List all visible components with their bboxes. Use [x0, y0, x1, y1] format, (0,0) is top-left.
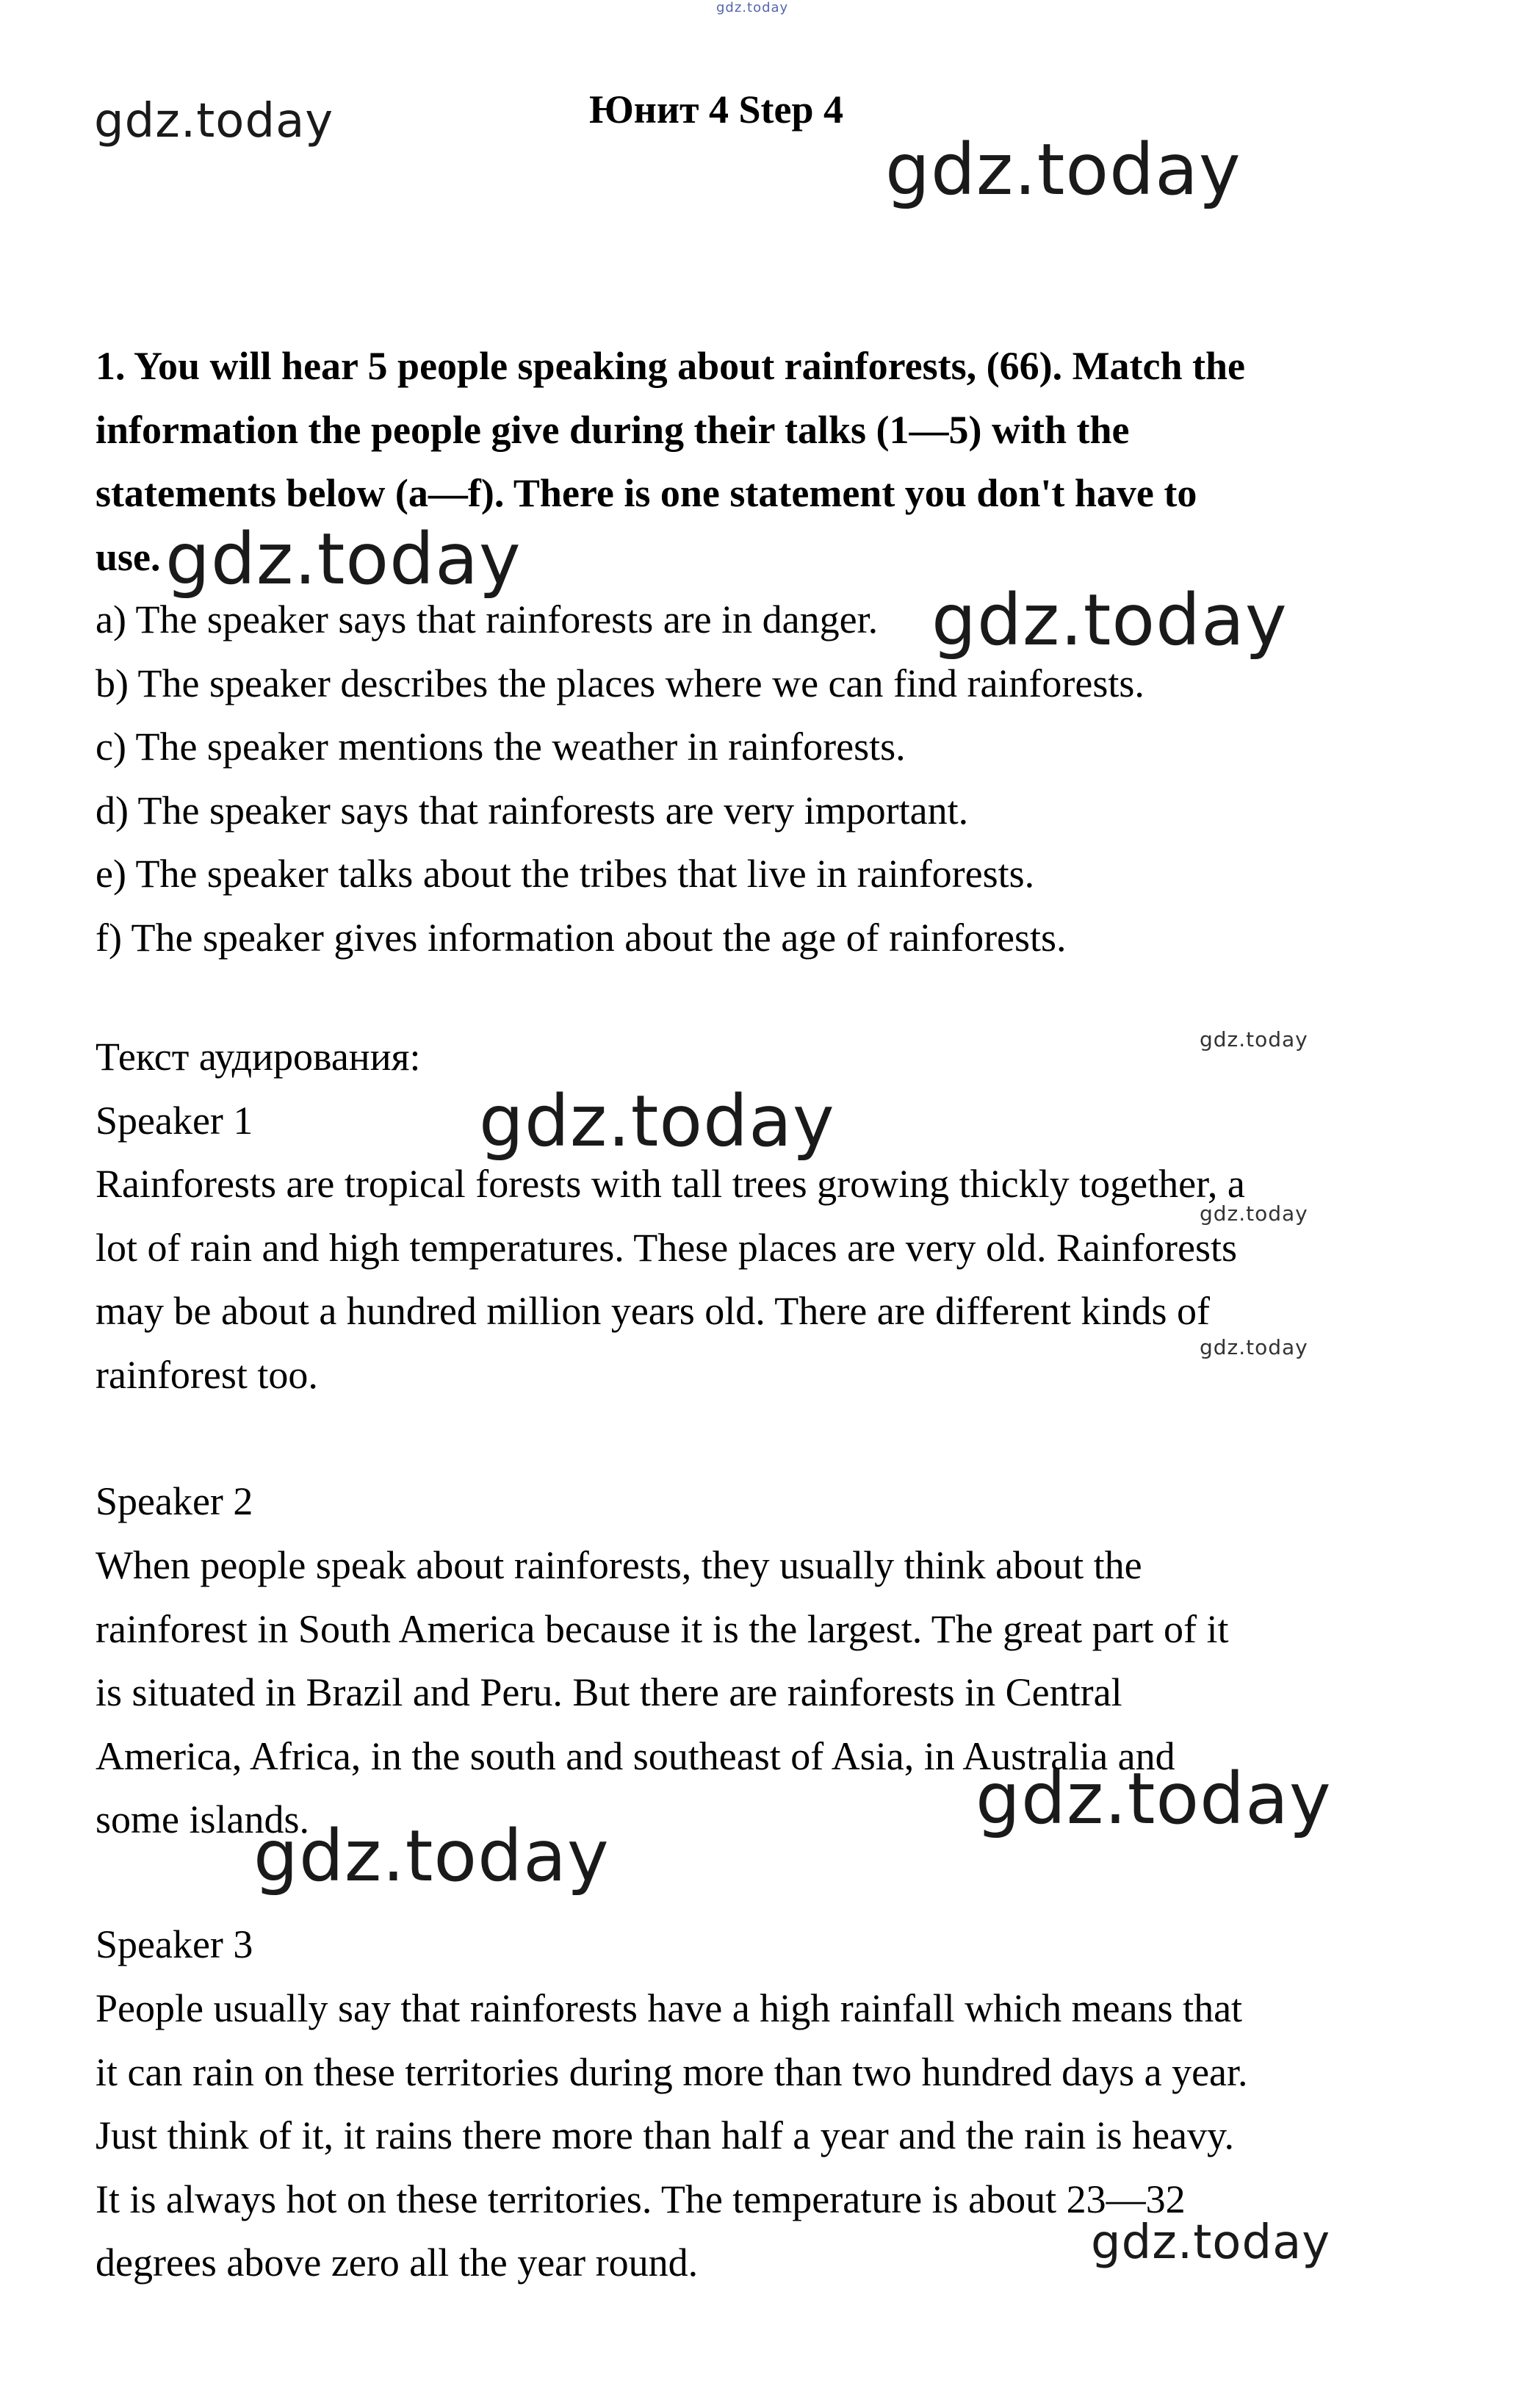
statement-item: d) The speaker says that rainforests are very important.: [95, 788, 969, 833]
speaker-line: America, Africa, in the south and southeast of Asia, in Australia and: [95, 1733, 1175, 1778]
speaker-line: may be about a hundred million years old. There are different kinds of: [95, 1289, 1211, 1333]
watermark-statements: gdz.today: [931, 579, 1288, 661]
statement-item: f) The speaker gives information about the age of rainforests.: [95, 915, 1067, 960]
speaker-line: When people speak about rainforests, they usually think about the: [95, 1543, 1142, 1587]
speaker-label: Speaker 1: [95, 1099, 253, 1143]
speaker-line: rainforest in South America because it is the largest. The great part of it: [95, 1606, 1229, 1651]
task-line: statements below (a—f). There is one statement you don't have to: [95, 471, 1197, 515]
statement-item: a) The speaker says that rainforests are in danger.: [95, 597, 879, 641]
watermark-small: gdz.today: [1200, 1027, 1308, 1052]
speaker-line: It is always hot on these territories. The temperature is about 23—32: [95, 2177, 1186, 2221]
watermark-header-right: gdz.today: [885, 129, 1241, 211]
speaker-line: People usually say that rainforests have a high rainfall which means that: [95, 1986, 1243, 2030]
task-line: information the people give during their talks (1—5) with the: [95, 407, 1130, 452]
watermark-speaker1: gdz.today: [479, 1080, 835, 1162]
speaker-line: Just think of it, it rains there more than half a year and the rain is heavy.: [95, 2113, 1235, 2157]
watermark-speaker2-left: gdz.today: [253, 1815, 610, 1897]
task-line: use.: [95, 534, 161, 579]
watermark-bottom: gdz.today: [1091, 2215, 1331, 2270]
watermark-top-left: gdz.today: [94, 94, 334, 148]
watermark-task: gdz.today: [165, 518, 522, 600]
speaker-text: [95, 1152, 1388, 1406]
speaker-line: degrees above zero all the year round.: [95, 2240, 699, 2285]
watermark-small: gdz.today: [1200, 1335, 1308, 1359]
statement-item: e) The speaker talks about the tribes that live in rainforests.: [95, 852, 1035, 896]
page-title: Юнит 4 Step 4: [588, 87, 844, 132]
transcript-heading: Текст аудирования:: [95, 1035, 421, 1079]
speaker-line: rainforest too.: [95, 1352, 318, 1397]
speaker-line: some islands.: [95, 1797, 309, 1841]
task-line: 1. You will hear 5 people speaking about rainforests, (66). Match the: [95, 344, 1246, 388]
watermark-small: gdz.today: [1200, 1201, 1308, 1226]
statement-item: c) The speaker mentions the weather in rainforests.: [95, 725, 906, 769]
watermark-top: gdz.today: [716, 0, 789, 15]
speaker-line: it can rain on these territories during more than two hundred days a year.: [95, 2049, 1248, 2094]
speaker-line: lot of rain and high temperatures. These places are very old. Rainforests: [95, 1225, 1237, 1270]
watermark-speaker2-right: gdz.today: [976, 1758, 1332, 1840]
speaker-label: Speaker 2: [95, 1479, 253, 1523]
speaker-line: Rainforests are tropical forests with tall trees growing thickly together, a: [95, 1162, 1245, 1206]
statement-item: b) The speaker describes the places where we can find rainforests.: [95, 661, 1144, 705]
speaker-line: is situated in Brazil and Peru. But there are rainforests in Central: [95, 1670, 1122, 1714]
speaker-label: Speaker 3: [95, 1922, 253, 1966]
